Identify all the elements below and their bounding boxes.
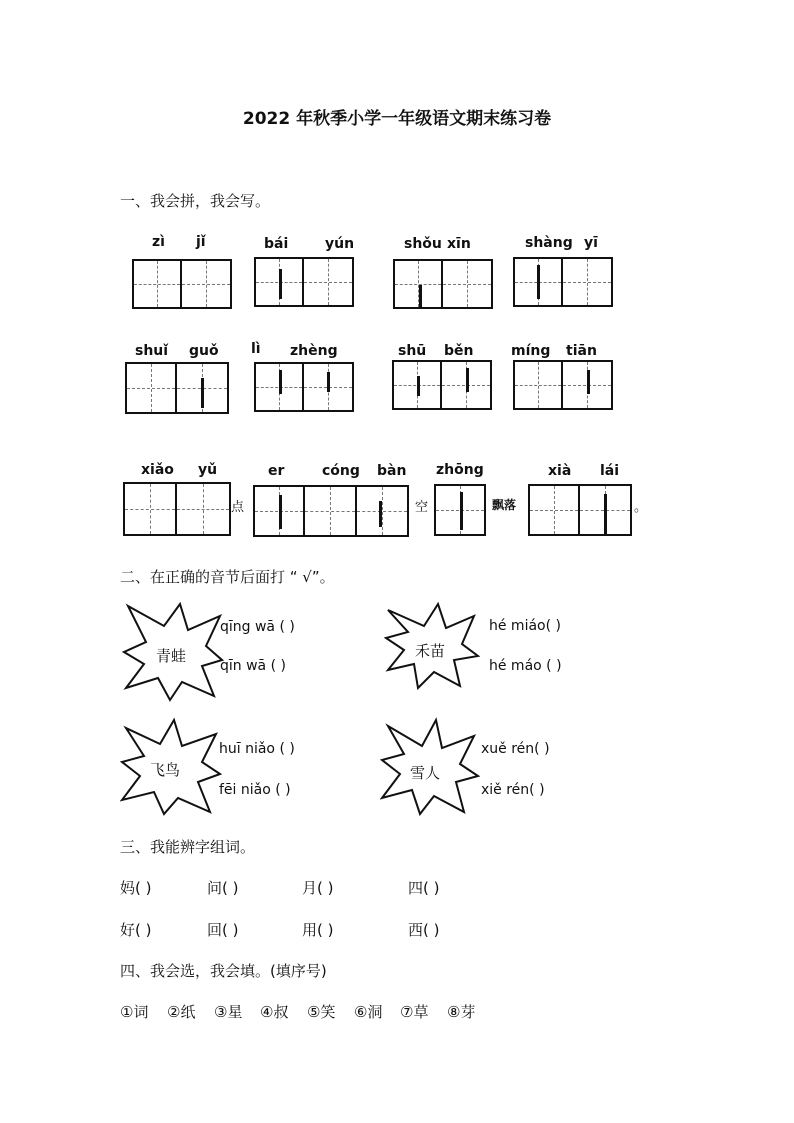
writing-grid-shangyi[interactable] xyxy=(513,257,613,307)
pinyin-tian: tiān xyxy=(566,343,597,359)
grid-cell[interactable] xyxy=(132,259,182,309)
grid-cell[interactable] xyxy=(434,484,486,536)
choice-6: ⑥洞 xyxy=(354,1003,383,1021)
choice-1: ①词 xyxy=(120,1003,149,1021)
section-4-heading: 四、我会选，我会填。(填序号) xyxy=(120,962,327,980)
option-qingwa-a[interactable]: qīng wā ( ) xyxy=(220,619,295,635)
grid-cell[interactable] xyxy=(254,362,304,412)
choice-2: ②纸 xyxy=(167,1003,196,1021)
choice-7: ⑦草 xyxy=(400,1003,429,1021)
pinyin-xin: xīn xyxy=(447,236,471,252)
writing-grid-shouxin[interactable] xyxy=(393,259,493,309)
grid-cell[interactable] xyxy=(305,485,357,537)
writing-grid-baiyun[interactable] xyxy=(254,257,354,307)
word-blank-yong[interactable]: 用( ) xyxy=(302,921,334,939)
writing-grid-shuben[interactable] xyxy=(392,360,492,410)
word-blank-xi[interactable]: 西( ) xyxy=(408,921,440,939)
word-blank-hao[interactable]: 好( ) xyxy=(120,921,152,939)
section-3-heading: 三、我能辨字组词。 xyxy=(120,838,256,856)
pinyin-zi: zì xyxy=(152,234,165,250)
pinyin-li: lì xyxy=(251,341,261,357)
writing-grid-lizheng[interactable] xyxy=(254,362,354,412)
word-blank-hui[interactable]: 回( ) xyxy=(207,921,239,939)
word-blank-yue[interactable]: 月( ) xyxy=(302,879,334,897)
pinyin-ben: běn xyxy=(444,343,474,359)
pinyin-yun: yún xyxy=(325,236,355,252)
star-label-xueren: 雪人 xyxy=(410,764,441,782)
option-xueren-a[interactable]: xuě rén( ) xyxy=(481,741,550,757)
word-blank-wen[interactable]: 问( ) xyxy=(207,879,239,897)
grid-cell[interactable] xyxy=(513,360,563,410)
pinyin-xia: xià xyxy=(548,463,572,479)
pinyin-ming: míng xyxy=(511,343,551,359)
grid-cell[interactable] xyxy=(563,360,613,410)
option-xueren-b[interactable]: xiě rén( ) xyxy=(481,782,545,798)
writing-grid-xialai[interactable] xyxy=(528,484,632,536)
grid-cell[interactable] xyxy=(357,485,409,537)
glue-kong: 空 xyxy=(415,500,429,515)
option-hemiao-a[interactable]: hé miáo( ) xyxy=(489,618,561,634)
writing-grid-ercongban[interactable] xyxy=(253,485,409,537)
pinyin-cong: cóng xyxy=(322,463,360,479)
pinyin-ji: jǐ xyxy=(196,234,206,250)
pinyin-xiao: xiǎo xyxy=(141,462,174,478)
choice-5: ⑤笑 xyxy=(307,1003,336,1021)
pinyin-er: er xyxy=(268,463,285,479)
pinyin-guo: guǒ xyxy=(189,343,219,359)
pinyin-ban: bàn xyxy=(377,463,407,479)
grid-cell[interactable] xyxy=(182,259,232,309)
option-hemiao-b[interactable]: hé máo ( ) xyxy=(489,658,562,674)
word-blank-si[interactable]: 四( ) xyxy=(408,879,440,897)
grid-cell[interactable] xyxy=(442,360,492,410)
page-title: 2022 年秋季小学一年级语文期末练习卷 xyxy=(242,109,552,129)
option-qingwa-b[interactable]: qīn wā ( ) xyxy=(220,658,286,674)
grid-cell[interactable] xyxy=(304,362,354,412)
grid-cell[interactable] xyxy=(177,362,229,414)
glue-dian: 点 xyxy=(231,500,245,515)
pinyin-shu: shū xyxy=(398,343,427,359)
pinyin-yi: yī xyxy=(584,235,598,251)
grid-cell[interactable] xyxy=(443,259,493,309)
writing-grid-zhong[interactable] xyxy=(434,484,486,536)
glue-piaoluo: 飘落 xyxy=(492,498,517,512)
star-label-hemiao: 禾苗 xyxy=(415,642,446,660)
grid-cell[interactable] xyxy=(253,485,305,537)
glue-period: 。 xyxy=(634,500,648,515)
option-feiniao-a[interactable]: huī niǎo ( ) xyxy=(219,741,295,757)
grid-cell[interactable] xyxy=(254,257,304,307)
grid-cell[interactable] xyxy=(177,482,231,536)
grid-cell[interactable] xyxy=(563,257,613,307)
star-label-qingwa: 青蛙 xyxy=(156,647,187,665)
pinyin-zheng: zhèng xyxy=(290,343,338,359)
writing-grid-mingtian[interactable] xyxy=(513,360,613,410)
choice-3: ③星 xyxy=(214,1003,243,1021)
grid-cell[interactable] xyxy=(123,482,177,536)
grid-cell[interactable] xyxy=(125,362,177,414)
pinyin-zhong: zhōng xyxy=(436,462,484,478)
pinyin-shang: shàng xyxy=(525,235,573,251)
section-2-heading: 二、在正确的音节后面打 “ √”。 xyxy=(120,568,335,586)
choice-8: ⑧芽 xyxy=(447,1003,476,1021)
grid-cell[interactable] xyxy=(580,484,632,536)
star-label-feiniao: 飞鸟 xyxy=(150,761,181,779)
word-blank-ma[interactable]: 妈( ) xyxy=(120,879,152,897)
pinyin-bai: bái xyxy=(264,236,289,252)
writing-grid-xiaoyu[interactable] xyxy=(123,482,231,536)
pinyin-yu: yǔ xyxy=(198,462,218,478)
grid-cell[interactable] xyxy=(513,257,563,307)
grid-cell[interactable] xyxy=(393,259,443,309)
option-feiniao-b[interactable]: fēi niǎo ( ) xyxy=(219,782,291,798)
writing-grid-shuiguo[interactable] xyxy=(125,362,229,414)
pinyin-shou: shǒu xyxy=(404,236,442,252)
grid-cell[interactable] xyxy=(528,484,580,536)
section-1-heading: 一、我会拼，我会写。 xyxy=(120,192,271,210)
pinyin-shui: shuǐ xyxy=(135,343,169,359)
choice-4: ④叔 xyxy=(260,1003,289,1021)
pinyin-lai: lái xyxy=(600,463,620,479)
grid-cell[interactable] xyxy=(304,257,354,307)
grid-cell[interactable] xyxy=(392,360,442,410)
writing-grid-ziji[interactable] xyxy=(132,259,232,309)
